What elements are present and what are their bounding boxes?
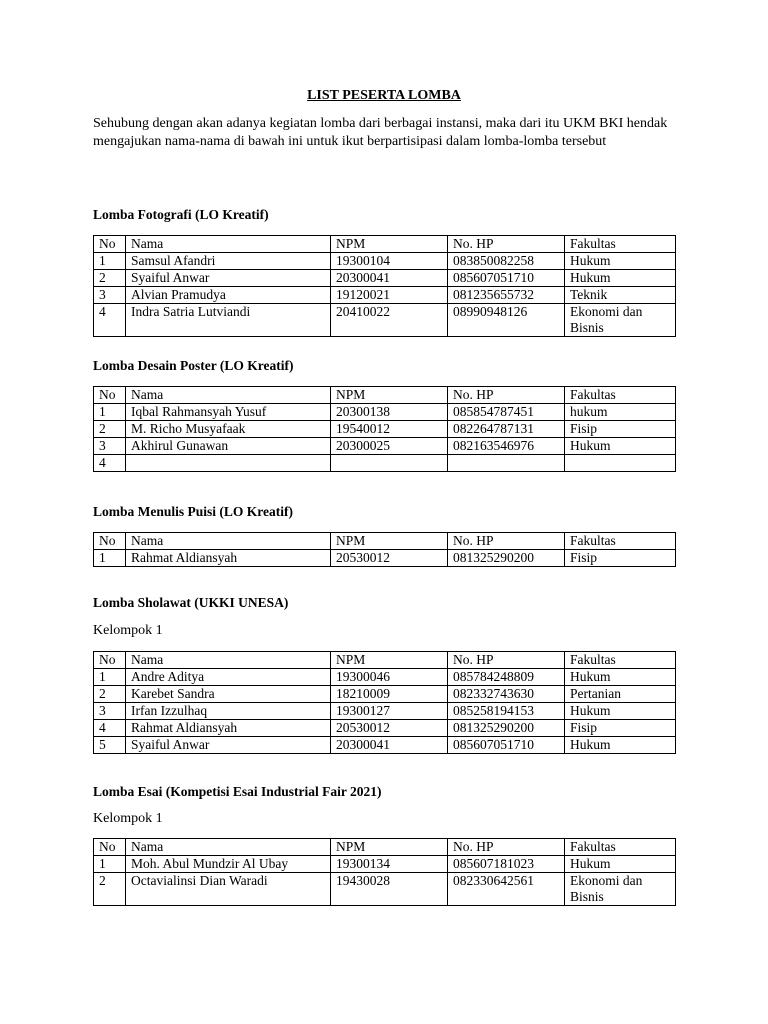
cell-no: 1 [94,856,126,873]
cell-fakultas: Hukum [565,438,676,455]
cell-hp: 081325290200 [448,550,565,567]
table-row [94,669,676,686]
cell-fakultas: Hukum [565,253,676,270]
cell-npm [331,455,448,472]
cell-no: 3 [94,438,126,455]
header-nama: Nama [126,652,331,669]
cell-npm: 19540012 [331,421,448,438]
header-no: No [94,839,126,856]
cell-npm: 19300127 [331,703,448,720]
cell-hp: 082330642561 [448,873,565,906]
table-row [94,720,676,737]
cell-hp: 081235655732 [448,287,565,304]
header-fakultas: Fakultas [565,533,676,550]
header-hp: No. HP [448,652,565,669]
cell-hp: 085258194153 [448,703,565,720]
cell-npm: 20300041 [331,737,448,754]
cell-no: 2 [94,270,126,287]
cell-nama: Irfan Izzulhaq [126,703,331,720]
intro-paragraph: Sehubung dengan akan adanya kegiatan lomba dari berbagai instansi, maka dari itu UKM BKI hendak mengajukan nama-nama di bawah ini untuk ikut berpartisipasi dalam lomba-lomba tersebut [93,116,668,149]
group-label: Kelompok 1 [93,623,163,638]
table-row [94,873,676,906]
cell-npm: 20410022 [331,304,448,337]
table-header-row [94,533,676,550]
cell-no: 1 [94,253,126,270]
cell-no: 5 [94,737,126,754]
cell-fakultas: Fisip [565,550,676,567]
table-menulis-puisi [93,532,676,567]
table-desain-poster [93,386,676,472]
table-row [94,438,676,455]
cell-nama: Octavialinsi Dian Waradi [126,873,331,906]
cell-fakultas: Ekonomi dan Bisnis [565,304,676,337]
header-nama: Nama [126,533,331,550]
cell-npm: 19430028 [331,873,448,906]
cell-hp: 085607051710 [448,737,565,754]
cell-no: 3 [94,703,126,720]
section-heading-desain-poster: Lomba Desain Poster (LO Kreatif) [93,358,294,373]
cell-hp: 085607051710 [448,270,565,287]
header-hp: No. HP [448,533,565,550]
section-heading-esai: Lomba Esai (Kompetisi Esai Industrial Fair 2021) [93,784,382,799]
cell-hp [448,455,565,472]
table-esai [93,838,676,906]
header-hp: No. HP [448,236,565,253]
cell-nama: Karebet Sandra [126,686,331,703]
cell-npm: 19300104 [331,253,448,270]
table-row [94,270,676,287]
cell-nama [126,455,331,472]
cell-fakultas [565,455,676,472]
table-header-row [94,839,676,856]
cell-no: 2 [94,873,126,906]
cell-nama: Alvian Pramudya [126,287,331,304]
cell-fakultas: Hukum [565,270,676,287]
cell-nama: Moh. Abul Mundzir Al Ubay [126,856,331,873]
cell-no: 1 [94,669,126,686]
header-fakultas: Fakultas [565,236,676,253]
cell-nama: Samsul Afandri [126,253,331,270]
table-header-row [94,387,676,404]
header-npm: NPM [331,236,448,253]
cell-nama: Rahmat Aldiansyah [126,720,331,737]
header-no: No [94,652,126,669]
cell-nama: Andre Aditya [126,669,331,686]
table-row [94,253,676,270]
header-npm: NPM [331,839,448,856]
table-row [94,304,676,337]
cell-hp: 082264787131 [448,421,565,438]
cell-fakultas: Pertanian [565,686,676,703]
cell-no: 4 [94,720,126,737]
header-no: No [94,387,126,404]
cell-fakultas: Teknik [565,287,676,304]
cell-hp: 085854787451 [448,404,565,421]
cell-npm: 20300025 [331,438,448,455]
header-nama: Nama [126,839,331,856]
cell-hp: 085784248809 [448,669,565,686]
table-row [94,550,676,567]
cell-fakultas: Hukum [565,703,676,720]
header-npm: NPM [331,387,448,404]
table-row [94,856,676,873]
cell-no: 2 [94,686,126,703]
section-heading-sholawat: Lomba Sholawat (UKKI UNESA) [93,595,289,610]
header-no: No [94,236,126,253]
cell-nama: M. Richo Musyafaak [126,421,331,438]
cell-nama: Indra Satria Lutviandi [126,304,331,337]
cell-no: 1 [94,404,126,421]
cell-npm: 20530012 [331,720,448,737]
header-hp: No. HP [448,387,565,404]
header-no: No [94,533,126,550]
cell-fakultas: hukum [565,404,676,421]
header-nama: Nama [126,236,331,253]
header-fakultas: Fakultas [565,652,676,669]
table-header-row [94,652,676,669]
cell-hp: 083850082258 [448,253,565,270]
header-fakultas: Fakultas [565,839,676,856]
cell-no: 4 [94,304,126,337]
table-fotografi [93,235,676,337]
table-row [94,404,676,421]
group-label: Kelompok 1 [93,811,163,826]
page-title: LIST PESERTA LOMBA [307,88,461,103]
table-sholawat [93,651,676,754]
cell-nama: Syaiful Anwar [126,737,331,754]
header-npm: NPM [331,652,448,669]
cell-nama: Syaiful Anwar [126,270,331,287]
cell-npm: 19300134 [331,856,448,873]
header-nama: Nama [126,387,331,404]
header-npm: NPM [331,533,448,550]
cell-nama: Rahmat Aldiansyah [126,550,331,567]
table-row [94,703,676,720]
table-row [94,421,676,438]
cell-hp: 085607181023 [448,856,565,873]
cell-npm: 20300041 [331,270,448,287]
cell-hp: 08990948126 [448,304,565,337]
cell-hp: 082163546976 [448,438,565,455]
header-hp: No. HP [448,839,565,856]
section-heading-fotografi: Lomba Fotografi (LO Kreatif) [93,207,269,222]
cell-hp: 081325290200 [448,720,565,737]
cell-fakultas: Hukum [565,669,676,686]
table-row [94,287,676,304]
cell-no: 3 [94,287,126,304]
table-row [94,737,676,754]
cell-hp: 082332743630 [448,686,565,703]
table-header-row [94,236,676,253]
cell-fakultas: Hukum [565,856,676,873]
cell-npm: 20300138 [331,404,448,421]
cell-npm: 20530012 [331,550,448,567]
cell-no: 2 [94,421,126,438]
header-fakultas: Fakultas [565,387,676,404]
section-heading-menulis-puisi: Lomba Menulis Puisi (LO Kreatif) [93,504,294,519]
cell-npm: 18210009 [331,686,448,703]
cell-fakultas: Fisip [565,720,676,737]
cell-fakultas: Ekonomi dan Bisnis [565,873,676,906]
table-row [94,686,676,703]
cell-fakultas: Hukum [565,737,676,754]
cell-npm: 19120021 [331,287,448,304]
cell-nama: Akhirul Gunawan [126,438,331,455]
cell-fakultas: Fisip [565,421,676,438]
cell-no: 1 [94,550,126,567]
cell-nama: Iqbal Rahmansyah Yusuf [126,404,331,421]
table-row [94,455,676,472]
cell-npm: 19300046 [331,669,448,686]
cell-no: 4 [94,455,126,472]
